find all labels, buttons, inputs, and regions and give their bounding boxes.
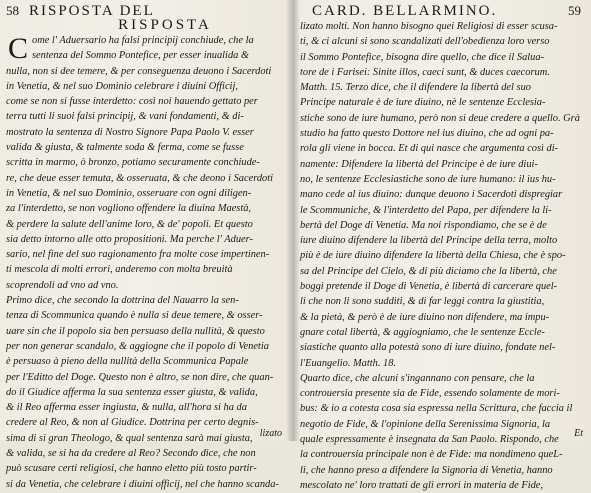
right-running-head [300,4,585,18]
text-line: l'Euangelio. Matth. 18. [300,357,397,369]
text-line: il Sommo Pontefice, bisogna dire quello, che dice il Salua- [300,51,545,63]
text-line: namente: Difendere la libertà del Principe è de iure diui- [300,158,538,170]
right-page-number: 59 [568,3,581,18]
text-line: scoprendoli ad vno ad vno. [6,279,119,291]
text-line: sentenza del Sommo Pontefice, per esser inualida & [32,50,250,62]
text-line: come se non si fusse interdetto: così noi hauendo gettato per [6,96,258,108]
text-line: & perdere la salute dell'anime loro, & de' popoli. Et questo [6,218,253,230]
text-line: sa del Principe del Cielo, & di più diciamo che la libertà, che [300,265,557,277]
text-line: in Venetia, & nel suo Dominio celebrare i diuini Officij, [6,80,238,92]
text-line: scritta in marmo, ò bronzo, potiamo securamente conchiude- [6,157,260,169]
text-line: mostrato la sentenza di Nostro Signore Papa Paolo V. esser [6,126,254,138]
text-line: può scusare certi religiosi, che hanno eletto più tosto partir- [6,463,257,475]
text-line: & valida, se si ha da credere al Reo? Secondo dice, che non [6,448,256,460]
text-line: & la pietà, & però è de iure diuino non difendere, ma impu- [300,311,550,323]
text-line: la controuersia principale non è de Fide: ma nondimeno queL- [300,449,563,461]
text-line: & il Reo afferma esser ingiusta, & nulla, all'hora si ha da [6,402,247,414]
text-line: in Venetia, & nel suo Dominio, osseruare con ogni diligen- [6,187,252,199]
text-line: no, le sentenze Ecclesiastiche sono de iure humano: il ius hu- [300,173,556,185]
text-line: bus: & io a cotesta cosa sia espressa nella Scrittura, che faccia il [300,403,573,415]
left-body-text [6,33,284,492]
text-line: per non generar scandalo, & aggiogne che il popolo di Venetia [6,340,269,352]
text-line: re, che deue esser temuta, & osseruata, & che deono i Sacerdoti [6,172,274,184]
text-line: uare sin che il popolo sia ben persuaso della nullità, & questo [6,325,265,337]
text-line: negotio de Fide, & l'opinione della Serenissima Signoria, la [300,418,551,430]
right-body-text [300,19,585,493]
text-line: per l'Editto del Doge. Questo non è altro, se non dire, che quan- [6,371,274,383]
text-line: boggi pretende il Doge di Venetia, è libertà di carcerare quel- [300,281,558,293]
text-line: valida & giusta, & talmente soda & ferma, come se fusse [6,142,244,154]
text-line: bertà del Doge di Venetia. Ma noi rispondiamo, che se è de [300,219,547,231]
text-line: mano cede al ius diuino: dunque deuono i Sacerdoti dispregiar [300,189,563,201]
text-line: quale espressamente è insegnata da San Paolo. Rispondo, che [300,434,559,446]
text-line: siastiche quanto alla potestà sono di iure diuino, fondate nel- [300,342,556,354]
right-catchword: Et [574,428,583,439]
text-line: do il Giudice afferma la sua sentenza esser giusta, & valida, [6,386,258,398]
text-line: studio ha fatto questo Dottore nel ius diuino, che ad ogni pa- [300,128,554,140]
text-line: gnare cotal libertà, & aggiogniamo, che le sentenze Eccle- [300,326,545,338]
text-line: stiche sono de iure humano, però non si deue credere a quello. Grà [300,112,580,124]
left-running-title: RISPOSTA DEL [29,3,155,19]
text-line: le Scommuniche, & l'interdetto del Papa, per difendere la li- [300,204,552,216]
text-line: tenza di Scommunica quando è nulla si deue temere, & osser- [6,310,263,322]
text-line: sima di si gran Theologo, & qual sentenza sarà mai giusta, [6,432,253,444]
text-line: Matth. 15. Terzo dice, che il difendere la libertà del suo [300,82,531,94]
text-line: lizato molti. Non hanno bisogno quei Religiosi di esser scusa- [300,21,558,32]
text-line: nulla, non si dee temere, & per conseguenza deuono i Sacerdoti [6,65,272,77]
text-line: si da Venetia, che celebrare i diuini officij, nel che hanno scanda- [6,478,279,490]
text-line: più è de iure diuino difendere la libertà della Chiesa, che è spo- [300,250,566,262]
text-line: ti mescola di molti errori, anderemo con molta breuità [6,264,233,276]
left-page [0,0,292,490]
text-line: ome l' Aduersario ha falsi principij conchiude, che la [32,35,254,46]
text-line: rola gli viene in bocca. Et di qui nasce che argumenta così di- [300,143,559,155]
text-line: sario, nel fine del suo ragionamento fra molte cose impertinen- [6,249,270,261]
text-line: iure diuino difendere la libertà del Principe della terra, molto [300,235,558,247]
text-line: za l'interdetto, se non vogliono offendere la diuina Maestà, [6,203,252,215]
text-line: li che non li sono sudditi, & di far leggi contra la giustitia, [300,296,545,308]
drop-cap: C [8,32,29,65]
left-page-number: 58 [6,3,19,18]
text-line: terra tutti li suoi falsi principij, & vani fondamenti, & di- [6,111,244,123]
text-line: Primo dice, che secondo la dottrina del Nauarro la sen- [6,295,239,307]
right-running-title: CARD. BELLARMINO. [312,3,498,19]
text-line: tore de i Farisei: Sinite illos, caeci sunt, & duces caecorum. [300,66,550,78]
text-line: controuersia presente sia de Fide, essendo solamente de mori- [300,388,560,400]
text-line: credere al Reo, & non al Giudice. Dottrina per certo degnis- [6,417,259,429]
text-line: sia detto intorno alle otto propositioni. Ma perche l' Aduer- [6,233,253,245]
text-line: mescolato ne' loro trattati de gli errori in materia de Fide, [300,479,544,491]
right-page [292,0,591,491]
text-line: ti, & ci alcuni si sono scandalizati dell'obedienza loro verso [300,36,550,48]
text-line: Principe naturale è de iure diuino, nè le sentenze Ecclesia- [300,97,546,109]
left-running-head [6,4,284,18]
left-catchword: lizato [259,428,282,439]
text-line: li, che hanno preso a difendere la Signoria di Venetia, hanno [300,464,553,476]
left-subhead: RISPOSTA [118,17,212,33]
text-line: Quarto dice, che alcuni s'ingannano con pensare, che la [300,372,535,384]
text-line: è persuaso à pieno della nullità della Scommunica Papale [6,356,249,368]
